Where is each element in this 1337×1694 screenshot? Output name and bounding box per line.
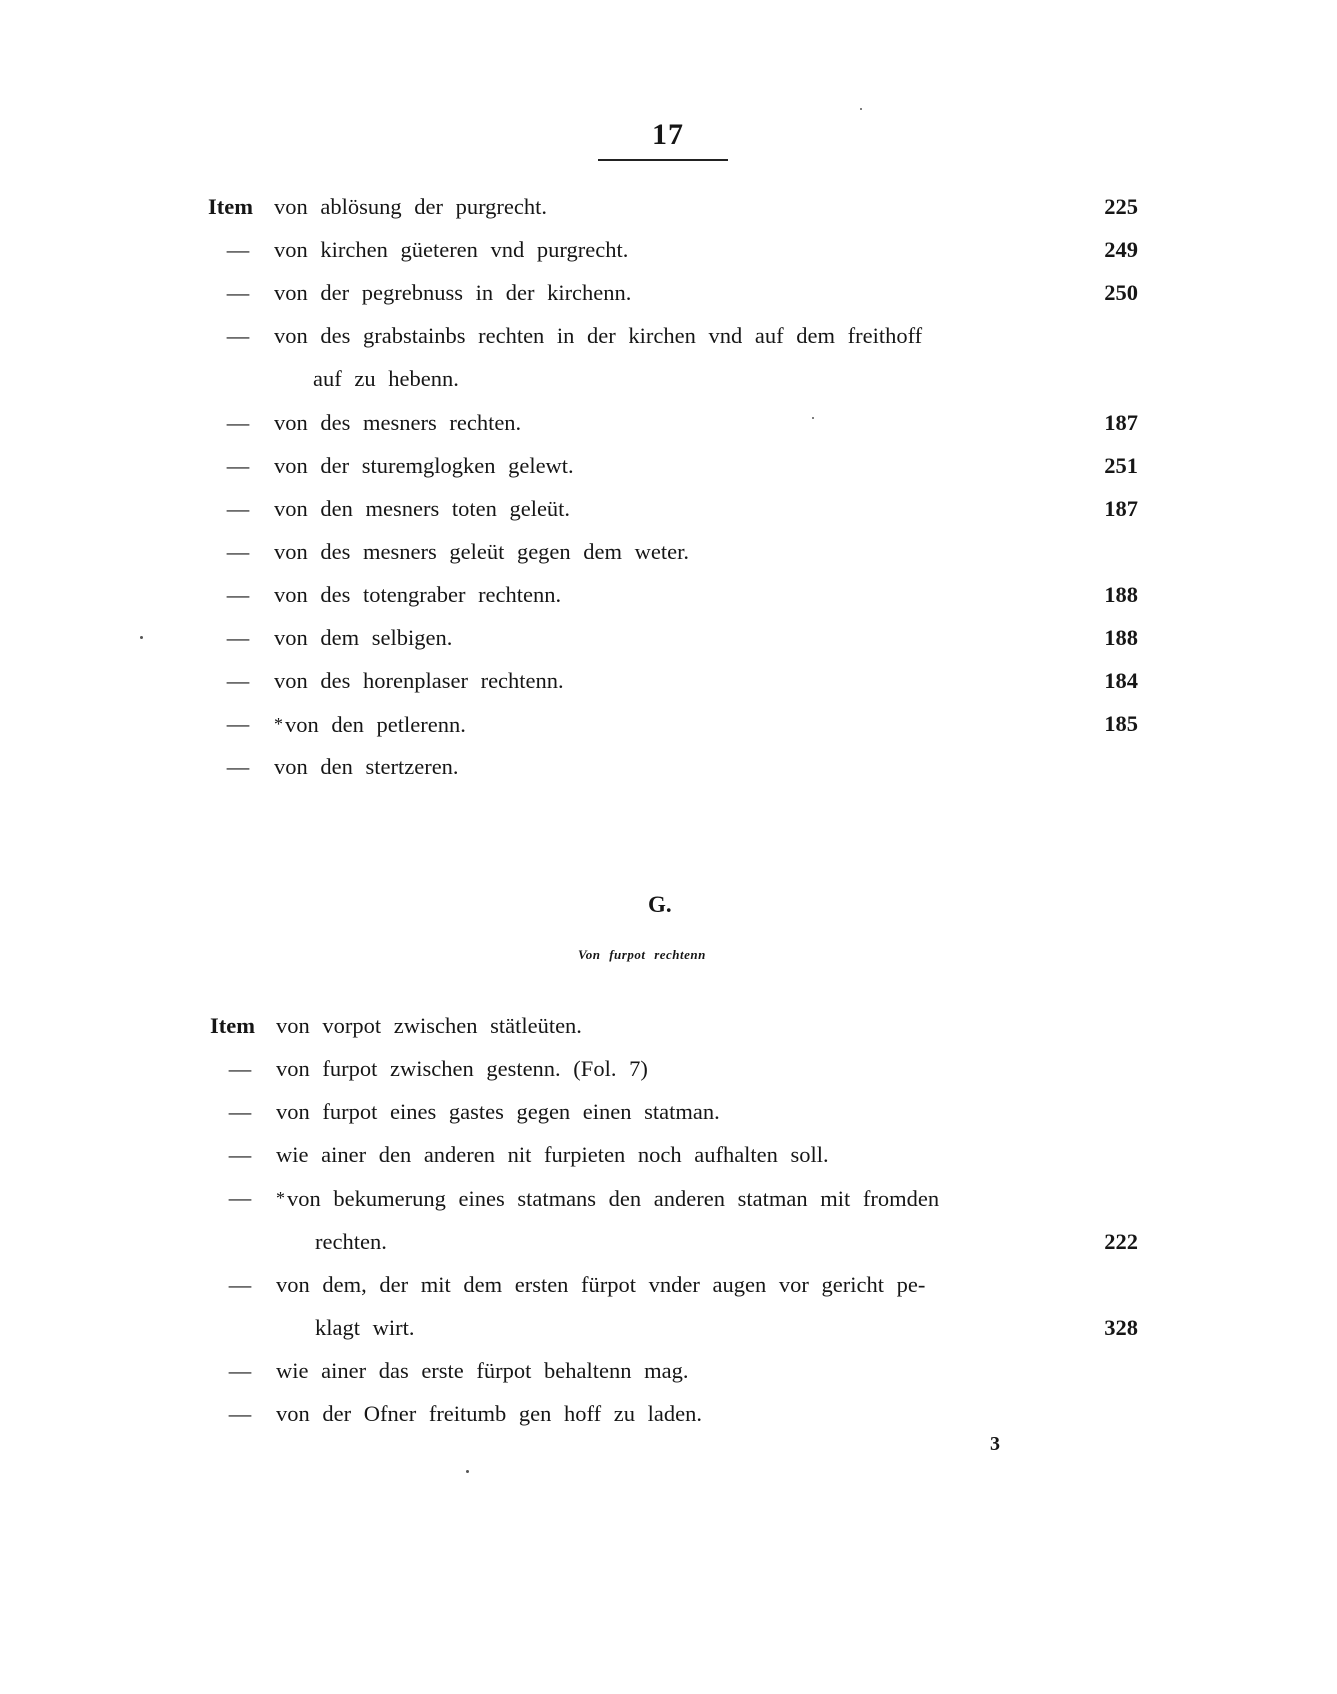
entry-dash: — <box>226 711 250 737</box>
entry-dash: — <box>226 581 250 607</box>
page-number-rule <box>598 159 728 161</box>
entry-page-ref: 250 <box>1104 280 1138 306</box>
entry-dash: — <box>226 323 250 349</box>
index-entry <box>208 575 1148 615</box>
page-number: 17 <box>652 118 684 151</box>
entry-item-label: Item <box>208 194 253 219</box>
entry-page-ref: 328 <box>1104 1314 1138 1340</box>
asterisk-mark: * <box>276 1188 285 1209</box>
entry-text: von ablösung der purgrecht. <box>274 194 548 219</box>
entry-dash: — <box>228 1357 252 1383</box>
entry-dash: — <box>226 409 250 435</box>
paper-speck <box>140 636 143 639</box>
entry-text: von der pegrebnuss in der kirchenn. <box>274 280 632 306</box>
index-entry <box>208 230 1148 270</box>
entry-text: *von bekumerung eines statmans den anderen statman mit fromden <box>276 1186 940 1212</box>
entry-page-ref: 188 <box>1104 581 1138 607</box>
entry-text: von den stertzeren. <box>274 754 459 780</box>
entry-text: von furpot zwischen gestenn. (Fol. 7) <box>276 1056 648 1082</box>
entry-text: von kirchen güeteren vnd purgrecht. <box>274 237 629 263</box>
entry-text: von des grabstainbs rechten in der kirchen vnd auf dem freithoff <box>274 323 923 349</box>
entry-text: von des mesners rechten. <box>274 409 522 435</box>
entry-dash: — <box>228 1271 252 1297</box>
entry-text: von furpot eines gastes gegen einen statman. <box>276 1099 720 1125</box>
entry-text: *von den petlerenn. <box>274 712 466 738</box>
index-entry <box>210 1265 1150 1305</box>
entry-dash: — <box>226 668 250 694</box>
index-entry <box>210 1092 1150 1132</box>
section-letter: G. <box>648 892 672 917</box>
entry-item-label: Item <box>210 1013 255 1038</box>
entry-text: wie ainer das erste fürpot behaltenn mag. <box>276 1357 689 1383</box>
index-entry <box>208 273 1148 313</box>
entry-text: wie ainer den anderen nit furpieten noch aufhalten soll. <box>276 1142 829 1168</box>
entry-dash: — <box>226 625 250 650</box>
entry-page-ref: 225 <box>1104 194 1138 219</box>
entry-dash: — <box>226 237 250 263</box>
entry-page-ref: 251 <box>1104 452 1138 478</box>
entry-dash: — <box>228 1099 252 1125</box>
section-subtitle: Von furpot rechtenn <box>578 947 706 962</box>
signature-mark: 3 <box>990 1433 1000 1455</box>
entry-text: von der Ofner freitumb gen hoff zu laden. <box>276 1400 702 1426</box>
index-entry <box>210 1351 1150 1391</box>
entry-dash: — <box>226 452 250 478</box>
entry-page-ref: 185 <box>1104 711 1138 737</box>
asterisk-mark: * <box>274 714 283 735</box>
entry-text: von vorpot zwischen stätleüten. <box>276 1013 582 1038</box>
index-entry <box>210 1049 1150 1089</box>
index-entry <box>208 316 1148 356</box>
index-entry <box>208 532 1148 572</box>
entry-text: rechten. <box>315 1228 387 1254</box>
index-entry <box>210 1394 1150 1434</box>
entry-page-ref: 187 <box>1104 409 1138 435</box>
index-entry <box>210 1135 1150 1175</box>
index-entry <box>210 1308 1150 1348</box>
entry-dash: — <box>228 1056 252 1082</box>
entry-dash: — <box>226 495 250 521</box>
index-entry <box>208 661 1148 701</box>
entry-text: auf zu hebenn. <box>313 366 459 392</box>
paper-speck <box>812 417 814 419</box>
index-entry <box>208 403 1148 443</box>
entry-dash: — <box>226 538 250 564</box>
entry-page-ref: 249 <box>1104 237 1138 263</box>
entry-dash: — <box>226 754 250 780</box>
entry-page-ref: 184 <box>1104 668 1138 694</box>
entry-text: von dem, der mit dem ersten fürpot vnder augen vor gericht pe- <box>276 1271 926 1297</box>
entry-text: von dem selbigen. <box>274 625 453 650</box>
entry-text: von der sturemglogken gelewt. <box>274 452 574 478</box>
entry-dash: — <box>226 280 250 306</box>
index-entry <box>208 187 1148 227</box>
entry-page-ref: 188 <box>1104 625 1138 650</box>
index-entry <box>208 704 1148 744</box>
entry-dash: — <box>228 1400 252 1426</box>
entry-text: von des totengraber rechtenn. <box>274 581 562 607</box>
index-entry <box>208 618 1148 658</box>
entry-page-ref: 222 <box>1104 1228 1138 1254</box>
entry-dash: — <box>228 1142 252 1168</box>
index-entry <box>208 747 1148 787</box>
entry-dash: — <box>228 1185 252 1211</box>
paper-speck <box>466 1470 469 1473</box>
index-entry <box>208 446 1148 486</box>
index-entry <box>210 1178 1150 1218</box>
index-entry <box>208 359 1148 399</box>
paper-speck <box>860 108 862 110</box>
index-entry <box>210 1222 1150 1262</box>
entry-text: von des mesners geleüt gegen dem weter. <box>274 538 690 564</box>
index-entry <box>210 1006 1150 1046</box>
entry-page-ref: 187 <box>1104 495 1138 521</box>
entry-text: von des horenplaser rechtenn. <box>274 668 564 694</box>
entry-text: von den mesners toten geleüt. <box>274 495 571 521</box>
entry-text: klagt wirt. <box>315 1314 415 1340</box>
index-entry <box>208 489 1148 529</box>
